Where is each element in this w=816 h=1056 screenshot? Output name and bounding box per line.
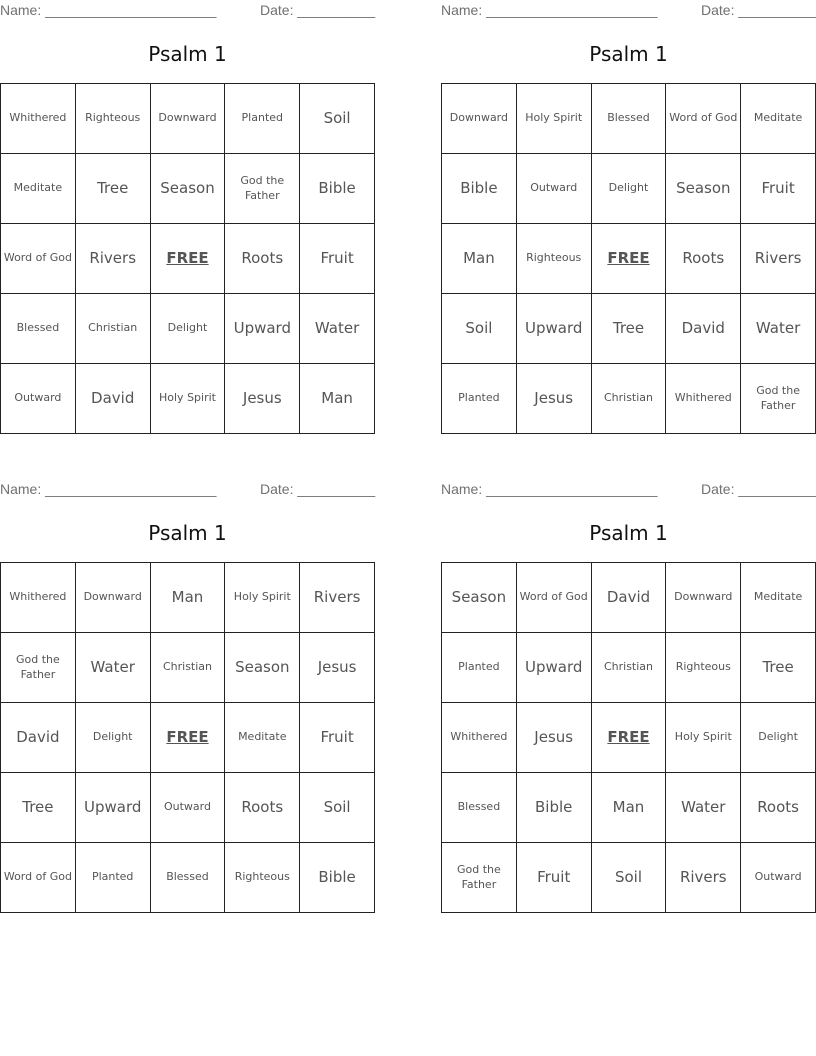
bingo-cell: Meditate [1,154,76,224]
bingo-cell: David [1,703,76,773]
bingo-cell: Roots [666,224,741,294]
name-date-line [0,2,375,20]
bingo-cell: Outward [741,843,816,913]
bingo-cell: Bible [300,843,375,913]
bingo-grid [441,83,816,434]
bingo-cell: Upward [76,773,151,843]
bingo-cell: Meditate [741,563,816,633]
bingo-cell: Tree [592,294,667,364]
bingo-cell: Tree [76,154,151,224]
bingo-cell: Christian [592,633,667,703]
bingo-cell: Upward [517,633,592,703]
bingo-cell: David [592,563,667,633]
card-title: Psalm 1 [148,521,227,545]
free-space: FREE [151,224,226,294]
card-title: Psalm 1 [148,42,227,66]
bingo-cell: Whithered [442,703,517,773]
free-space: FREE [592,703,667,773]
name-date-line [0,481,375,499]
bingo-cell: Water [666,773,741,843]
bingo-cell: Downward [442,84,517,154]
bingo-cell: Jesus [300,633,375,703]
bingo-cell: Christian [592,364,667,434]
bingo-cell: Rivers [666,843,741,913]
bingo-cell: God the Father [442,843,517,913]
bingo-cell: Season [151,154,226,224]
free-space: FREE [151,703,226,773]
bingo-cell: Downward [666,563,741,633]
bingo-cell: Blessed [592,84,667,154]
bingo-cell: Roots [225,773,300,843]
bingo-cell: Tree [1,773,76,843]
bingo-cell: Water [300,294,375,364]
bingo-cell: Bible [300,154,375,224]
bingo-cell: Holy Spirit [151,364,226,434]
date-field: Date: __________ [701,2,816,18]
bingo-cell: Fruit [517,843,592,913]
bingo-cell: Jesus [225,364,300,434]
bingo-cell: Jesus [517,364,592,434]
free-space: FREE [592,224,667,294]
bingo-cell: Rivers [741,224,816,294]
date-field: Date: __________ [260,481,376,497]
bingo-grid [0,562,375,913]
name-field: Name: ______________________ [441,481,658,497]
bingo-cell: Water [76,633,151,703]
bingo-cell: Blessed [151,843,226,913]
bingo-cell: Christian [151,633,226,703]
bingo-grid [441,562,816,913]
bingo-cell: Delight [151,294,226,364]
bingo-cell: Man [442,224,517,294]
bingo-cell: Righteous [225,843,300,913]
bingo-cell: Word of God [1,843,76,913]
bingo-cell: Planted [442,364,517,434]
bingo-cell: Jesus [517,703,592,773]
name-field: Name: ______________________ [0,481,217,497]
bingo-cell: Word of God [666,84,741,154]
bingo-cell: Season [225,633,300,703]
bingo-cell: Season [442,563,517,633]
bingo-cell: Outward [151,773,226,843]
bingo-cell: Rivers [300,563,375,633]
bingo-cell: Bible [517,773,592,843]
bingo-cell: Tree [741,633,816,703]
bingo-cell: Roots [225,224,300,294]
bingo-cell: Outward [1,364,76,434]
bingo-cell: Water [741,294,816,364]
card-title: Psalm 1 [589,521,668,545]
bingo-cell: Righteous [517,224,592,294]
bingo-cell: God the Father [1,633,76,703]
bingo-cell: Delight [741,703,816,773]
bingo-cell: Whithered [1,84,76,154]
bingo-cell: Whithered [666,364,741,434]
bingo-cell: Whithered [1,563,76,633]
name-date-line [441,481,816,499]
bingo-cell: Fruit [300,703,375,773]
bingo-cell: Meditate [741,84,816,154]
bingo-cell: Man [151,563,226,633]
bingo-grid [0,83,375,434]
bingo-cell: Meditate [225,703,300,773]
date-field: Date: __________ [701,481,816,497]
bingo-cell: Delight [76,703,151,773]
bingo-cell: Fruit [300,224,375,294]
bingo-cell: Bible [442,154,517,224]
bingo-cell: God the Father [225,154,300,224]
bingo-cell: Fruit [741,154,816,224]
bingo-cell: Holy Spirit [225,563,300,633]
bingo-cell: Soil [300,773,375,843]
bingo-cell: Blessed [442,773,517,843]
bingo-cell: Roots [741,773,816,843]
bingo-cell: Upward [225,294,300,364]
bingo-cell: Christian [76,294,151,364]
bingo-cell: Righteous [666,633,741,703]
name-field: Name: ______________________ [441,2,658,18]
bingo-cell: Word of God [517,563,592,633]
bingo-cell: Soil [300,84,375,154]
bingo-cell: Planted [442,633,517,703]
name-date-line [441,2,816,20]
bingo-cell: God the Father [741,364,816,434]
bingo-cell: Season [666,154,741,224]
bingo-cell: Outward [517,154,592,224]
bingo-cell: Righteous [76,84,151,154]
bingo-cell: Holy Spirit [666,703,741,773]
bingo-cell: Planted [76,843,151,913]
bingo-cell: Man [592,773,667,843]
bingo-cell: Word of God [1,224,76,294]
name-field: Name: ______________________ [0,2,217,18]
bingo-cell: Blessed [1,294,76,364]
bingo-cell: Soil [592,843,667,913]
bingo-cell: David [76,364,151,434]
bingo-cell: Holy Spirit [517,84,592,154]
bingo-cell: Downward [151,84,226,154]
bingo-cell: Upward [517,294,592,364]
bingo-cell: Man [300,364,375,434]
bingo-cell: Rivers [76,224,151,294]
card-title: Psalm 1 [589,42,668,66]
bingo-cell: David [666,294,741,364]
bingo-cell: Delight [592,154,667,224]
bingo-cell: Planted [225,84,300,154]
date-field: Date: __________ [260,2,376,18]
bingo-cell: Downward [76,563,151,633]
bingo-cell: Soil [442,294,517,364]
